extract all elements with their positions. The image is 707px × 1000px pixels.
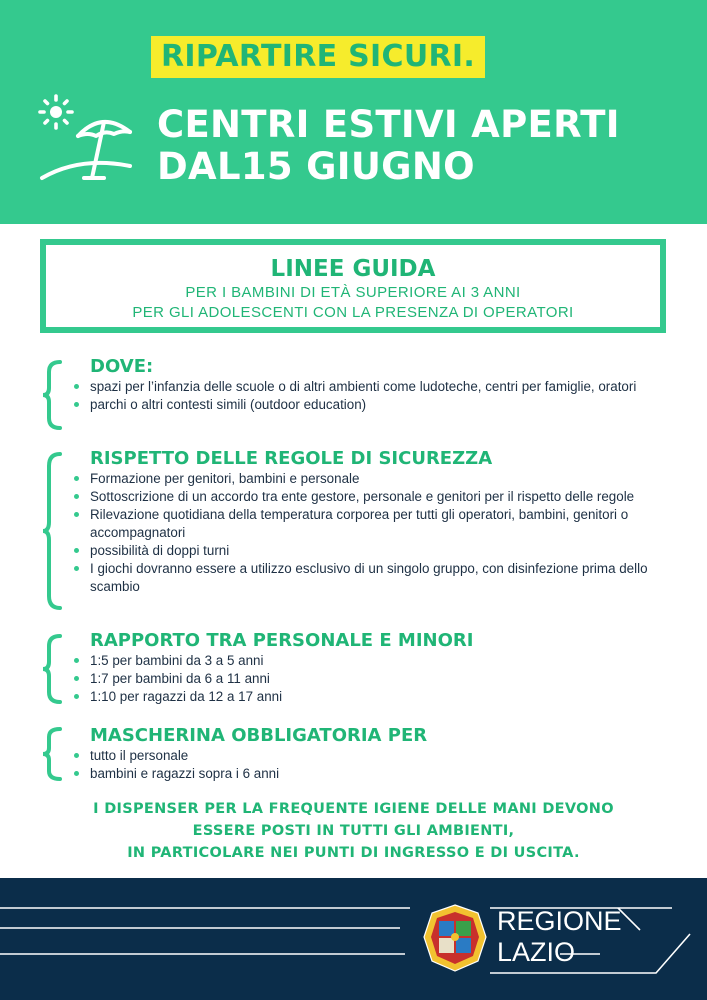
section-title-mascherina: MASCHERINA OBBLIGATORIA PER	[90, 725, 428, 746]
regione-lazio-emblem-icon	[422, 903, 488, 973]
headline-line-2: DAL15 GIUGNO	[157, 145, 475, 188]
brace-icon	[40, 360, 64, 430]
list-item: I giochi dovranno essere a utilizzo esclusivo di un singolo gruppo, con disinfezione prima dello scambio	[68, 560, 670, 596]
brand-line-2: LAZIO	[497, 937, 576, 967]
list-item: bambini e ragazzi sopra i 6 anni	[68, 765, 670, 783]
brace-icon	[40, 452, 64, 610]
brace-icon	[40, 634, 64, 704]
list-item: Formazione per genitori, bambini e personale	[68, 470, 670, 488]
hygiene-note-line-1: I DISPENSER PER LA FREQUENTE IGIENE DELLE MANI DEVONO	[93, 801, 614, 817]
headline	[157, 104, 697, 188]
list-item: spazi per l’infanzia delle scuole o di altri ambienti come ludoteche, centri per famiglie, oratori	[68, 378, 670, 396]
section-title-rapporto: RAPPORTO TRA PERSONALE E MINORI	[90, 630, 474, 651]
regione-lazio-logo	[497, 906, 622, 968]
section-rapporto	[40, 630, 670, 706]
brace-icon	[40, 727, 64, 781]
list-rapporto	[68, 652, 670, 706]
list-item: tutto il personale	[68, 747, 670, 765]
list-item: Rilevazione quotidiana della temperatura corporea per tutti gli operatori, bambini, genitori o accompagnatori	[68, 506, 670, 542]
hygiene-note	[0, 798, 707, 864]
section-title-regole: RISPETTO DELLE REGOLE DI SICUREZZA	[90, 448, 493, 469]
guidelines-box	[40, 239, 666, 333]
section-dove	[40, 356, 670, 414]
list-item: 1:7 per bambini da 6 a 11 anni	[68, 670, 670, 688]
hygiene-note-line-2: ESSERE POSTI IN TUTTI GLI AMBIENTI,	[192, 823, 515, 839]
list-dove	[68, 378, 670, 414]
headline-line-1: CENTRI ESTIVI APERTI	[157, 103, 620, 146]
section-title-dove: DOVE:	[90, 356, 154, 377]
section-regole-sicurezza	[40, 448, 670, 596]
list-regole	[68, 470, 670, 596]
list-mascherina	[68, 747, 670, 783]
list-item: parchi o altri contesti simili (outdoor education)	[68, 396, 670, 414]
tagline: RIPARTIRE SICURI.	[151, 36, 485, 78]
section-mascherina	[40, 725, 670, 783]
list-item: Sottoscrizione di un accordo tra ente gestore, personale e genitori per il rispetto delle regole	[68, 488, 670, 506]
header-banner	[0, 0, 707, 224]
list-item: 1:10 per ragazzi da 12 a 17 anni	[68, 688, 670, 706]
brand-line-1: REGIONE	[497, 906, 622, 936]
guidelines-title: LINEE GUIDA	[270, 256, 436, 282]
guidelines-line-1: PER I BAMBINI DI ETÀ SUPERIORE AI 3 ANNI	[185, 284, 521, 301]
guidelines-line-2: PER GLI ADOLESCENTI CON LA PRESENZA DI OPERATORI	[132, 304, 574, 321]
list-item: possibilità di doppi turni	[68, 542, 670, 560]
list-item: 1:5 per bambini da 3 a 5 anni	[68, 652, 670, 670]
hygiene-note-line-3: IN PARTICOLARE NEI PUNTI DI INGRESSO E DI USCITA.	[127, 845, 580, 861]
beach-umbrella-sun-icon	[30, 92, 140, 187]
